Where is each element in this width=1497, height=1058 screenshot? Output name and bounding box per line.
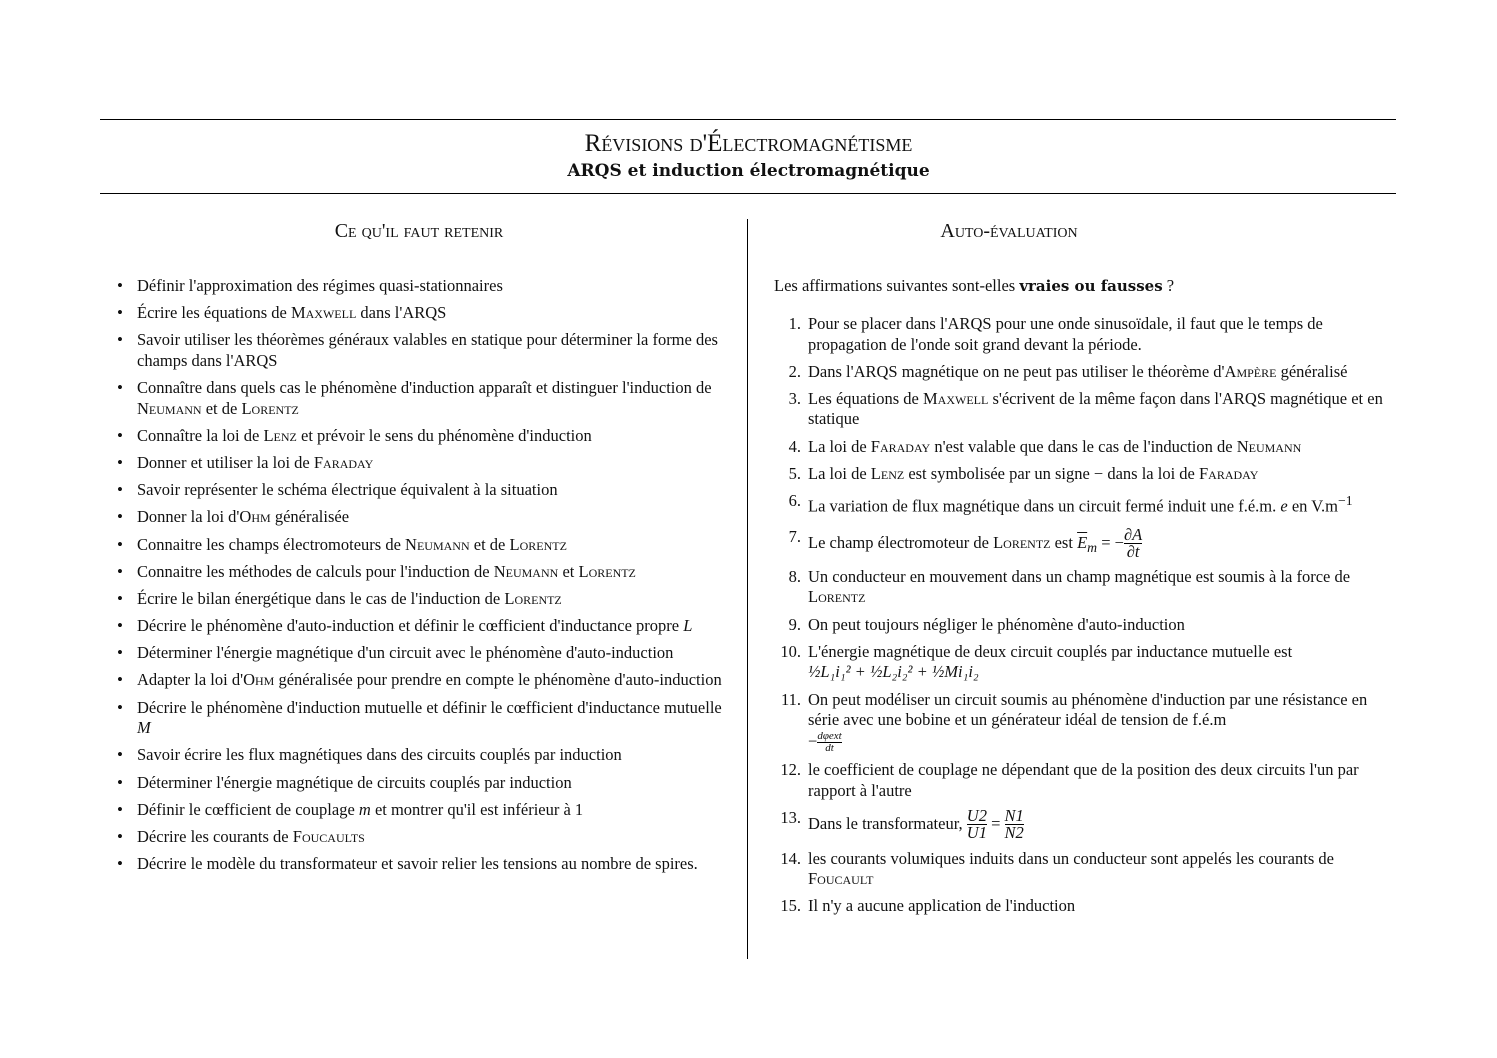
list-item: • Savoir représenter le schéma électrique équivalent à la situation — [114, 480, 724, 501]
list-item: 2. Dans l'ARQS magnétique on ne peut pas utiliser le théorème d'Ampère généralisé — [788, 361, 1348, 381]
list-item: • Déterminer l'énergie magnétique de circuits couplés par induction — [114, 773, 724, 794]
list-item: 5. La loi de Lenz est symbolisée par un signe − dans la loi de Faraday — [788, 463, 1259, 483]
header-bottom-rule — [100, 193, 1396, 194]
list-item: • Donner et utiliser la loi de Faraday — [114, 453, 724, 474]
list-item: 8. Un conducteur en mouvement dans un champ magnétique est soumis à la force de Lorentz — [788, 566, 1351, 607]
list-item: • Définir le cœfficient de couplage m et montrer qu'il est inférieur à 1 — [114, 800, 724, 821]
quiz-list — [774, 314, 1396, 923]
list-item: 9. On peut toujours négliger le phénomène d'auto-induction — [788, 614, 1185, 634]
list-item: • Donner la loi d'Ohm généralisée — [114, 507, 724, 528]
quiz-intro: Les affirmations suivantes sont-elles vraies ou fausses ? — [774, 276, 1175, 295]
left-column-heading: Ce qu'il faut retenir — [334, 220, 504, 242]
list-item: 13. Dans le transformateur, $\frac{U2}{U1}$ = $\frac{N1}{N2}$ — [780, 805, 1024, 843]
list-item: • Savoir utiliser les théorèmes généraux valables en statique pour déterminer la forme des champs dans l'ARQS — [114, 330, 724, 371]
list-item: • Écrire les équations de Maxwell dans l'ARQS — [114, 303, 724, 324]
list-item: • Adapter la loi d'Ohm généralisée pour prendre en compte le phénomène d'auto-induction — [114, 670, 724, 691]
list-item: • Connaitre les champs électromoteurs de Neumann et de Lorentz — [114, 535, 724, 556]
list-item: • Connaître dans quels cas le phénomène d'induction apparaît et distinguer l'induction de Neumann et de Lorentz — [114, 378, 724, 419]
list-item: • Définir l'approximation des régimes quasi-stationnaires — [114, 276, 724, 297]
list-item: 6. La variation de flux magnétique dans un circuit fermé induit une f.é.m. e en $V.m^{-1}$ — [788, 490, 1353, 516]
list-item: • Déterminer l'énergie magnétique d'un circuit avec le phénomène d'auto-induction — [114, 643, 724, 664]
list-item: • Décrire le modèle du transformateur et savoir relier les tensions au nombre de spires. — [114, 854, 724, 875]
column-divider — [747, 219, 748, 959]
list-item: 1. Pour se placer dans l'ARQS pour une onde sinusoïdale, il faut que le temps de propagation de l'onde soit grand devant la période. — [788, 314, 1323, 354]
list-item: • Décrire le phénomène d'auto-induction et définir le cœfficient d'inductance propre L — [114, 616, 724, 637]
list-item: 11. On peut modéliser un circuit soumis au phénomène d'induction par une résistance en série avec une bobine et un générateur idéal de tension de f.é.m − $\frac{\text{dφext}}{dt}$ — [780, 689, 1368, 754]
list-item: 15. Il n'y a aucune application de l'induction — [780, 896, 1076, 916]
list-item: • Décrire le phénomène d'induction mutuelle et définir le cœfficient d'inductance mutuelle M — [114, 698, 724, 739]
list-item: 12. le coefficient de couplage ne dépendant que de la position des deux circuits l'un par rapport à l'autre — [780, 760, 1359, 800]
list-item: • Décrire les courants de Foucaults — [114, 827, 724, 848]
list-item: 14. les courants voluміques induits dans un conducteur sont appelés les courants de Foucault — [780, 848, 1334, 889]
list-item: • Connaître la loi de Lenz et prévoir le sens du phénomène d'induction — [114, 426, 724, 447]
right-column-heading: Auto-évaluation — [940, 220, 1078, 242]
list-item: • Écrire le bilan énergétique dans le cas de l'induction de Lorentz — [114, 589, 724, 610]
list-item: 4. La loi de Faraday n'est valable que dans le cas de l'induction de Neumann — [788, 436, 1302, 456]
page-title: Révisions d'Électromagnétisme — [584, 130, 913, 157]
list-item: 3. Les équations de Maxwell s'écrivent de la même façon dans l'ARQS magnétique et en statique — [788, 388, 1383, 429]
list-item: 10. L'énergie magnétique de deux circuit couplés par inductance mutuelle est ½L₁i₁² + ½L₂i₂² + ½Mi₁i₂ — [780, 641, 1293, 682]
objectives-list — [114, 276, 724, 881]
list-item: 7. Le champ électromoteur de Lorentz est $\overline{E}_m$ = − $\frac{\partial A}{\partial t}$ — [788, 524, 1143, 562]
page-subtitle: ARQS et induction électromagnétique — [567, 161, 930, 181]
list-item: • Savoir écrire les flux magnétiques dans des circuits couplés par induction — [114, 745, 724, 766]
list-item: • Connaitre les méthodes de calculs pour l'induction de Neumann et Lorentz — [114, 562, 724, 583]
top-rule — [100, 119, 1396, 120]
